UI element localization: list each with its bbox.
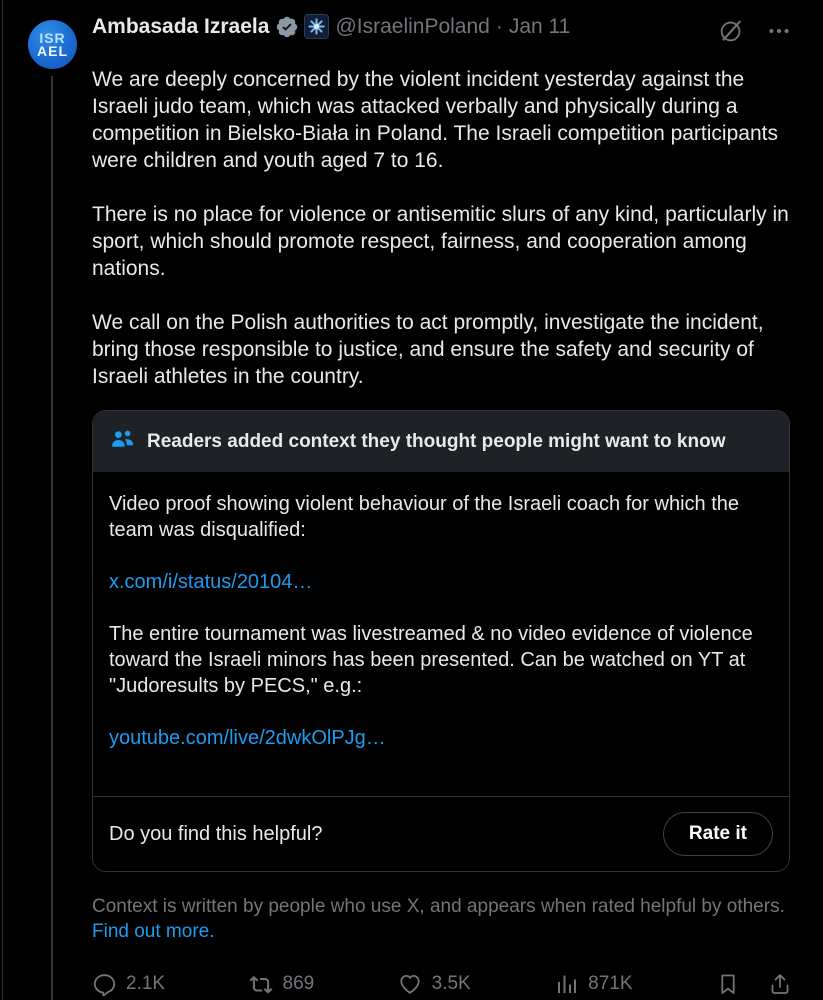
like-button[interactable] — [398, 972, 471, 996]
display-name[interactable]: Ambasada Izraela — [92, 14, 270, 38]
thread-connector-line — [51, 76, 53, 1000]
note-paragraph-2: The entire tournament was livestreamed & no video evidence of violence toward the Israeli minors has been presented. Can be watched on YT at "Judoresults by PECS," e.g.: — [109, 623, 753, 697]
more-menu-icon[interactable] — [766, 18, 792, 44]
note-link-x-status[interactable]: x.com/i/status/20104… — [109, 571, 313, 593]
bookmark-icon — [716, 972, 740, 996]
like-icon — [398, 972, 422, 996]
tweet-text — [92, 66, 792, 390]
note-disclaimer-text: Context is written by people who use X, and appears when rated helpful by others. — [92, 896, 785, 917]
tweet-paragraph-1: We are deeply concerned by the violent incident yesterday against the Israeli judo team, which was attacked verbally and physically during a competition in Bielsko-Biała in Poland. The Israeli competition participants were children and youth aged 7 to 16. — [92, 68, 778, 172]
bookmark-button[interactable] — [716, 972, 740, 996]
note-link-youtube[interactable]: youtube.com/live/2dwkOlPJg… — [109, 727, 386, 749]
repost-count: 869 — [282, 973, 315, 994]
avatar-text-line2: AEL — [37, 42, 68, 59]
reply-count: 2.1K — [126, 973, 166, 994]
tweet-paragraph-3: We call on the Polish authorities to act promptly, investigate the incident, bring those responsible to justice, and ensure the safety and security of Israeli athletes in the country. — [92, 311, 764, 388]
community-note-header — [93, 411, 789, 472]
like-count: 3.5K — [431, 973, 471, 994]
tweet-header — [92, 14, 792, 54]
meta-separator: · — [495, 14, 503, 38]
reply-icon — [92, 972, 116, 996]
views-count: 871K — [588, 973, 633, 994]
tweet-paragraph-2: There is no place for violence or antisemitic slurs of any kind, particularly in sport, which should promote respect, fairness, and cooperation among nations. — [92, 203, 789, 280]
avatar-text-line1: ISR — [39, 29, 66, 46]
repost-icon — [249, 972, 273, 996]
note-paragraph-1: Video proof showing violent behaviour of the Israeli coach for which the team was disqualified: — [109, 493, 740, 541]
community-note — [92, 410, 790, 872]
community-note-title: Readers added context they thought people might want to know — [147, 430, 726, 452]
repost-button[interactable] — [249, 972, 315, 996]
user-handle[interactable]: @IsraelinPoland — [335, 14, 490, 38]
people-group-icon — [109, 427, 136, 456]
timestamp[interactable]: Jan 11 — [508, 14, 571, 38]
tweet-action-bar — [92, 972, 792, 996]
rate-it-button[interactable]: Rate it — [663, 812, 773, 856]
share-icon — [768, 972, 792, 996]
column-left-border — [2, 0, 3, 1000]
reply-button[interactable] — [92, 972, 165, 996]
avatar[interactable] — [28, 20, 77, 69]
note-disclaimer — [92, 894, 792, 944]
share-button[interactable] — [768, 972, 792, 996]
community-note-body — [93, 472, 789, 796]
views-icon — [554, 972, 578, 996]
helpful-question: Do you find this helpful? — [109, 822, 323, 845]
verified-badge-icon[interactable] — [275, 15, 299, 39]
grok-actions-icon[interactable] — [718, 18, 744, 44]
affiliate-badge-icon[interactable] — [304, 14, 329, 39]
community-note-footer-row — [93, 796, 789, 871]
find-out-more-link[interactable]: Find out more. — [92, 921, 215, 942]
views-button[interactable] — [554, 972, 632, 996]
